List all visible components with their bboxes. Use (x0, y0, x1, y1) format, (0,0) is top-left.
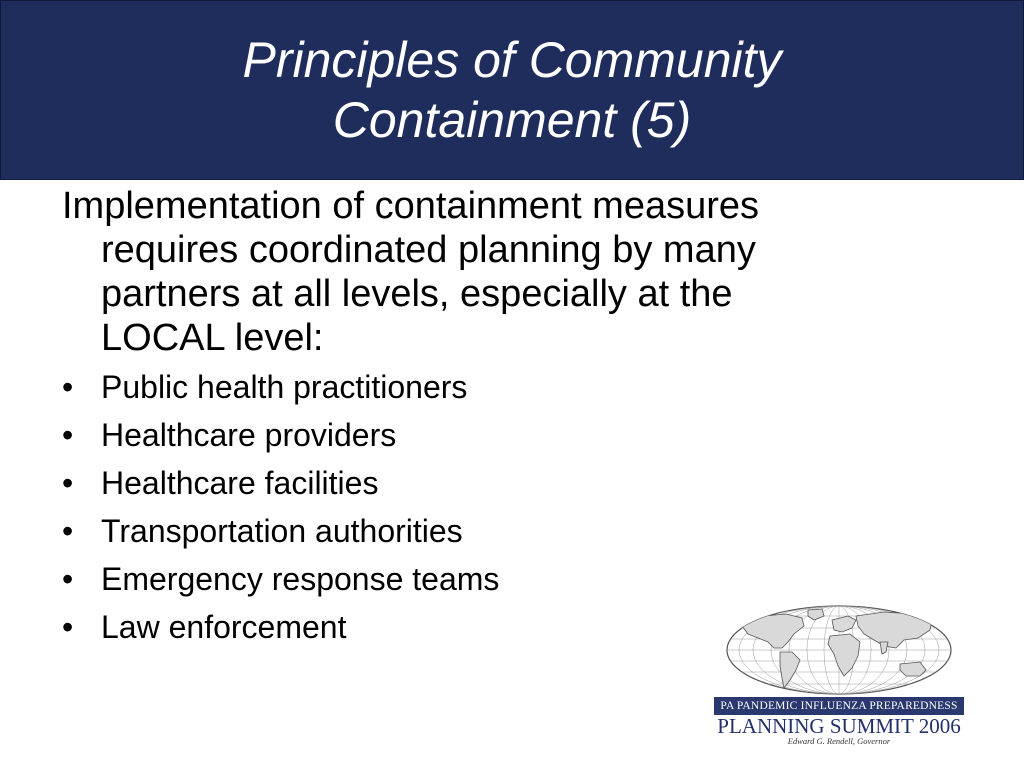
intro-line-1: Implementation of containment measures (62, 185, 760, 227)
list-item (62, 555, 499, 603)
bullet-icon: • (62, 417, 74, 453)
title-line-2: Containment (5) (332, 92, 692, 148)
intro-line-2: requires coordinated planning by many (101, 229, 756, 271)
title-bar (0, 0, 1024, 180)
list-item-text: Healthcare facilities (101, 465, 379, 501)
list-item-text: Emergency response teams (101, 561, 500, 597)
list-item (62, 459, 499, 507)
intro-line-4: LOCAL level: (101, 317, 324, 359)
logo-governor: Edward G. Rendell, Governor (787, 736, 891, 746)
bullet-icon: • (62, 561, 74, 597)
title-line-1: Principles of Community (242, 32, 782, 88)
list-item-text: Law enforcement (101, 609, 347, 645)
slide-title (242, 30, 781, 150)
intro-paragraph (62, 184, 962, 360)
list-item (62, 507, 499, 555)
bullet-icon: • (62, 465, 74, 501)
logo-summit-title: PLANNING SUMMIT 2006 (717, 714, 961, 738)
list-item-text: Public health practitioners (101, 369, 468, 405)
intro-line-3: partners at all levels, especially at the (101, 273, 733, 315)
list-item-text: Healthcare providers (101, 417, 397, 453)
summit-logo (714, 604, 964, 750)
list-item (62, 363, 499, 411)
world-map-globe-icon (724, 604, 954, 696)
bullet-icon: • (62, 513, 74, 549)
bullet-icon: • (62, 369, 74, 405)
list-item (62, 603, 499, 651)
bullet-icon: • (62, 609, 74, 645)
partner-list (62, 363, 499, 651)
logo-banner: PA PANDEMIC INFLUENZA PREPAREDNESS (714, 697, 964, 715)
list-item (62, 411, 499, 459)
list-item-text: Transportation authorities (101, 513, 463, 549)
